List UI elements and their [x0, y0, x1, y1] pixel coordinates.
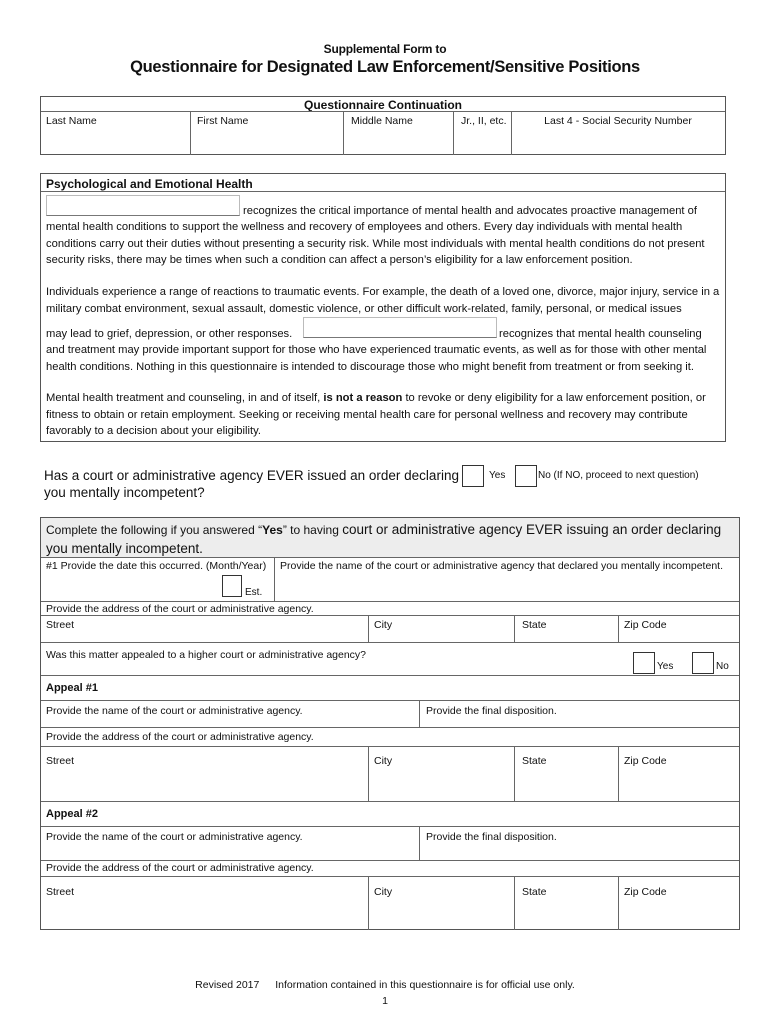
question-no-checkbox[interactable]	[515, 465, 537, 487]
detail-section	[40, 517, 740, 930]
psych-p2-recognizes: recognizes that mental health counseling	[499, 328, 702, 340]
question-no-label: No (If NO, proceed to next question)	[538, 470, 699, 481]
date-input[interactable]	[45, 574, 215, 598]
question-yes-label: Yes	[489, 470, 506, 481]
psych-section	[40, 173, 726, 442]
detail-heading-a: Complete the following if you answered “	[46, 523, 263, 537]
appeal-2-name-label: Provide the name of the court or administrative agency.	[46, 831, 303, 843]
appealed-no-checkbox[interactable]	[692, 652, 714, 674]
psych-heading: Psychological and Emotional Health	[46, 177, 253, 191]
ssn-input[interactable]	[513, 129, 723, 153]
psych-p1-rest: mental health conditions to support the wellness and recovery of employees and others. Every day individuals with mental health conditions carry out their duties without presenting a security risk. While most individuals with mental health conditions do not present security risks, there may be times when such a condition can affect a person’s eligibility for a law enforcement position.	[46, 221, 705, 266]
appeal-1-city-label: City	[374, 755, 393, 767]
date-estimated-label: Est.	[245, 587, 263, 598]
footer-notice: Information contained in this questionnaire is for official use only.	[275, 979, 575, 991]
psych-p3-part-a: Mental health treatment and counseling, in and of itself,	[46, 392, 324, 404]
name-section-title: Questionnaire Continuation	[304, 98, 462, 112]
appeal-1-disposition-label: Provide the final disposition.	[426, 705, 557, 717]
declaring-agency-label: Provide the name of the court or administrative agency that declared you mentally incompetent.	[280, 560, 723, 572]
psych-p1-line1: recognizes the critical importance of mental health and advocates proactive management of	[243, 205, 697, 217]
appealed-yes-checkbox[interactable]	[633, 652, 655, 674]
city-label: City	[374, 619, 393, 631]
suffix-label: Jr., II, etc.	[461, 115, 507, 127]
page-number: 1	[382, 995, 388, 1007]
detail-heading	[46, 521, 736, 559]
form-supplemental-label: Supplemental Form to	[323, 42, 447, 56]
last-name-label: Last Name	[46, 115, 97, 127]
appeal-1-name-label: Provide the name of the court or administrative agency.	[46, 705, 303, 717]
last-name-input[interactable]	[43, 129, 188, 153]
form-title: Questionnaire for Designated Law Enforcement/Sensitive Positions	[130, 58, 640, 76]
appeal-1-title: Appeal #1	[46, 682, 98, 694]
psych-p2-first: Individuals experience a range of reactions to traumatic events. For example, the death of a loved one, divorce, major injury, service in a military combat environment, sexual assault, domestic violence, or other difficult work-related, family, personal, or medical issues	[46, 286, 720, 315]
appealed-question: Was this matter appealed to a higher court or administrative agency?	[46, 649, 367, 661]
date-estimated-checkbox[interactable]	[222, 575, 242, 597]
name-section	[40, 96, 726, 155]
footer-revised: Revised 2017	[195, 979, 260, 991]
middle-name-input[interactable]	[345, 129, 451, 153]
appeal-2-zip-label: Zip Code	[624, 886, 667, 898]
detail-heading-b: ” to having	[282, 523, 343, 537]
street-label: Street	[46, 619, 75, 631]
declaring-agency-input[interactable]	[278, 574, 736, 598]
psych-p3-part-b: to revoke or deny eligibility for a law enforcement position, or fitness to obtain or retain employment. Seeking or receiving mental health care for personal wellness and recovery may contribute favorably to a decision about your eligibility.	[46, 392, 706, 437]
detail-heading-big: court or administrative agency EVER issuing an order declaring you mentally incompetent.	[46, 522, 722, 556]
psych-p2-may: may lead to grief, depression, or other responses.	[46, 328, 293, 340]
appeal-2-city-label: City	[374, 886, 393, 898]
appeal-2-street-label: Street	[46, 886, 75, 898]
date-label: #1 Provide the date this occurred. (Month/Year)	[46, 560, 267, 572]
appeal-1-address-label: Provide the address of the court or administrative agency.	[46, 731, 314, 743]
psych-p3-bold: is not a reason	[323, 392, 403, 404]
suffix-input[interactable]	[455, 129, 509, 153]
first-name-input[interactable]	[192, 129, 341, 153]
ssn-label: Last 4 - Social Security Number	[544, 115, 692, 127]
appeal-1-zip-label: Zip Code	[624, 755, 667, 767]
appeal-1-street-label: Street	[46, 755, 75, 767]
address-label: Provide the address of the court or administrative agency.	[46, 603, 314, 615]
zip-label: Zip Code	[624, 619, 667, 631]
appealed-yes-label: Yes	[657, 661, 674, 672]
appeal-2-address-label: Provide the address of the court or administrative agency.	[46, 862, 314, 874]
state-label: State	[522, 619, 547, 631]
agency-name-field-1[interactable]	[46, 195, 240, 216]
appeal-2-title: Appeal #2	[46, 808, 98, 820]
agency-name-field-2[interactable]	[303, 317, 497, 338]
first-name-label: First Name	[197, 115, 249, 127]
appeal-2-disposition-label: Provide the final disposition.	[426, 831, 557, 843]
psych-p3	[46, 390, 722, 440]
footer-line	[0, 979, 770, 991]
appeal-2-state-label: State	[522, 886, 547, 898]
psych-p2-rest: and treatment may provide important support for those who have experienced traumatic events, as well as for those with other mental health conditions. Nothing in this questionnaire is intended to discourage those who might benefit from treatment or from seeking it.	[46, 344, 707, 373]
middle-name-label: Middle Name	[351, 115, 413, 127]
incompetence-question: Has a court or administrative agency EVER issued an order declaring you mentally incompetent?	[44, 468, 459, 500]
detail-heading-yes: Yes	[262, 523, 283, 537]
question-yes-checkbox[interactable]	[462, 465, 484, 487]
appeal-1-state-label: State	[522, 755, 547, 767]
appealed-no-label: No	[716, 661, 729, 672]
